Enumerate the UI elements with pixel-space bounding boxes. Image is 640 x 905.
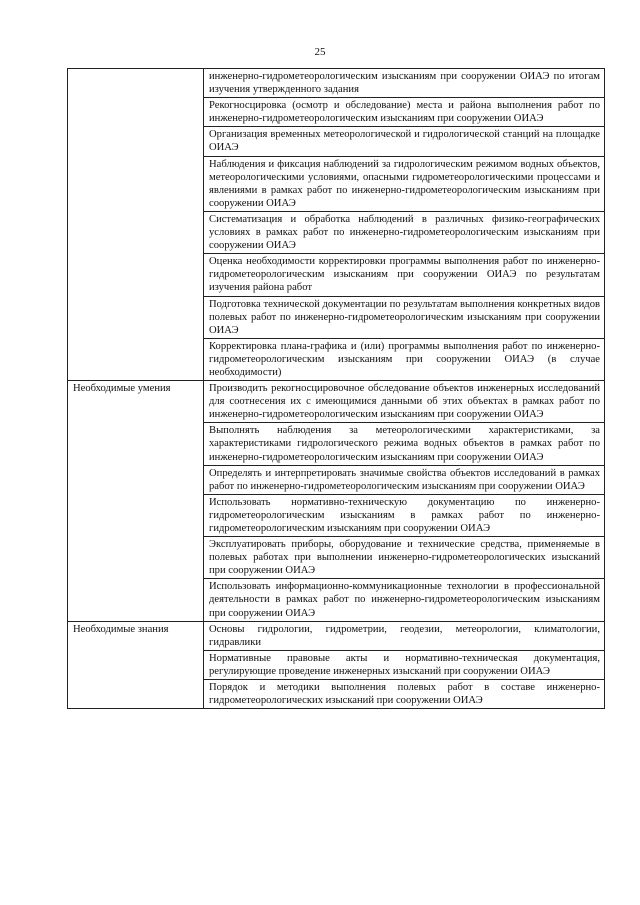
- requirement-item: Подготовка технической документации по результатам выполнения конкретных видов полевых работ по инженерно-гидрометеорологическим изысканиям при сооружении ОИАЭ: [204, 296, 605, 338]
- table-row: [68, 381, 605, 423]
- table-row: [68, 621, 605, 650]
- requirement-item: Организация временных метеорологической и гидрологической станций на площадке ОИАЭ: [204, 127, 605, 156]
- table-body: [68, 69, 605, 709]
- requirement-item: Использовать нормативно-техническую документацию по инженерно-гидрометеорологическим изысканиям в рамках работ по инженерно-гидрометеорологическим изысканиям при сооружении ОИАЭ: [204, 494, 605, 536]
- requirements-table: [67, 68, 605, 709]
- table-row: [68, 69, 605, 98]
- requirement-item: Корректировка плана-графика и (или) программы выполнения работ по инженерно-гидрометеорологическим изысканиям при сооружении ОИАЭ (в случае необходимости): [204, 338, 605, 380]
- requirement-item: Порядок и методики выполнения полевых работ в составе инженерно-гидрометеорологических изысканий при сооружении ОИАЭ: [204, 680, 605, 709]
- requirement-item: Наблюдения и фиксация наблюдений за гидрологическим режимом водных объектов, метеорологическими условиями, опасными гидрометеорологическими процессами и явлениями в рамках работ по инженерно-гидрометеорологическим изысканиям при сооружении ОИАЭ: [204, 156, 605, 211]
- requirement-item: Систематизация и обработка наблюдений в различных физико-географических условиях в рамках работ по инженерно-гидрометеорологическим изысканиям при сооружении ОИАЭ: [204, 211, 605, 253]
- requirement-item: Использовать информационно-коммуникационные технологии в профессиональной деятельности в рамках работ по инженерно-гидрометеорологическим изысканиям при сооружении ОИАЭ: [204, 579, 605, 621]
- page-number: 25: [314, 46, 326, 58]
- requirement-item: инженерно-гидрометеорологическим изысканиям при сооружении ОИАЭ по итогам изучения утвержденного задания: [204, 69, 605, 98]
- requirement-item: Выполнять наблюдения за метеорологическими характеристиками, за характеристиками гидрологического режима водных объектов в рамках работ по инженерно-гидрометеорологическим изысканиям при сооружении ОИАЭ: [204, 423, 605, 465]
- requirement-item: Определять и интерпретировать значимые свойства объектов исследований в рамках работ по инженерно-гидрометеорологическим изысканиям при сооружении ОИАЭ: [204, 465, 605, 494]
- requirement-item: Эксплуатировать приборы, оборудование и технические средства, применяемые в полевых работах при выполнении инженерно-гидрометеорологических изысканий при сооружении ОИАЭ: [204, 537, 605, 579]
- section-label: [68, 69, 204, 381]
- requirement-item: Рекогносцировка (осмотр и обследование) места и района выполнения работ по инженерно-гидрометеорологическим изысканиям при сооружении ОИАЭ: [204, 98, 605, 127]
- requirement-item: Производить рекогносцировочное обследование объектов инженерных исследований для соотнесения их с имеющимися данными об этих объектах в рамках работ по инженерно-гидрометеорологическим изысканиям при сооружении ОИАЭ: [204, 381, 605, 423]
- requirement-item: Основы гидрологии, гидрометрии, геодезии, метеорологии, климатологии, гидравлики: [204, 621, 605, 650]
- requirement-item: Оценка необходимости корректировки программы выполнения работ по инженерно-гидрометеорологическим изысканиям при сооружении ОИАЭ по результатам изучения района работ: [204, 254, 605, 296]
- requirement-item: Нормативные правовые акты и нормативно-техническая документация, регулирующие проведение инженерных изысканий при сооружении ОИАЭ: [204, 650, 605, 679]
- section-label: Необходимые знания: [68, 621, 204, 709]
- section-label: Необходимые умения: [68, 381, 204, 622]
